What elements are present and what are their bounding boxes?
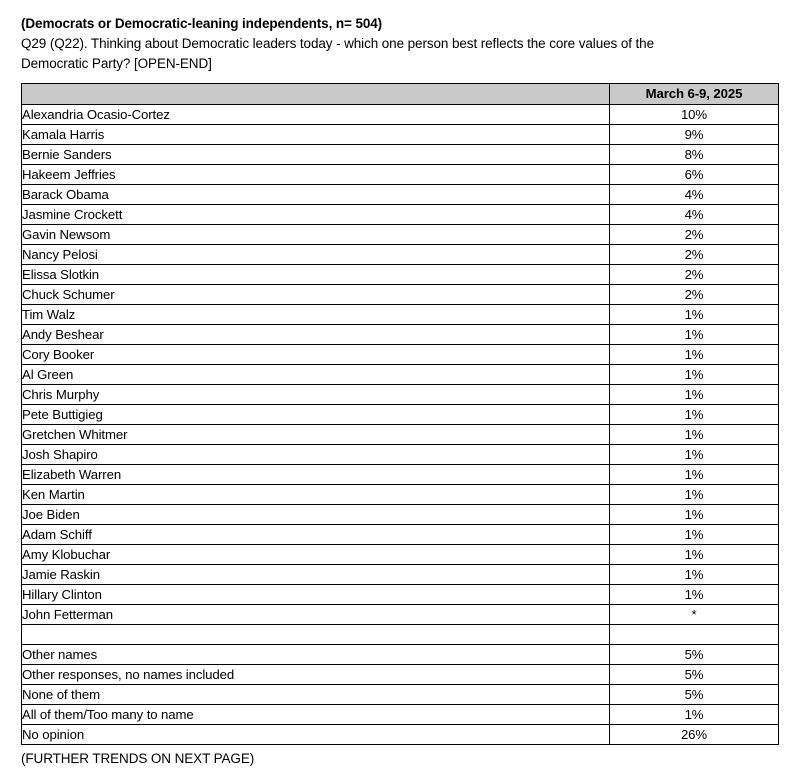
table-row (22, 485, 779, 505)
row-value-cell: 6% (610, 165, 779, 185)
table-row (22, 185, 779, 205)
row-value-cell: 1% (610, 525, 779, 545)
table-spacer-row (22, 625, 779, 645)
row-value-cell: 1% (610, 585, 779, 605)
table-row (22, 145, 779, 165)
table-row (22, 265, 779, 285)
table-row (22, 165, 779, 185)
footer-note: (FURTHER TRENDS ON NEXT PAGE) (21, 751, 255, 766)
table-row (22, 325, 779, 345)
table-row (22, 525, 779, 545)
row-name-cell: Bernie Sanders (22, 145, 610, 165)
row-value-cell: 1% (610, 445, 779, 465)
table-row (22, 585, 779, 605)
table-row (22, 465, 779, 485)
spacer-value-cell (610, 625, 779, 645)
row-name-cell: Chuck Schumer (22, 285, 610, 305)
row-name-cell: Jasmine Crockett (22, 205, 610, 225)
row-value-cell: 1% (610, 305, 779, 325)
table-row (22, 245, 779, 265)
row-name-cell: Gavin Newsom (22, 225, 610, 245)
row-name-cell: All of them/Too many to name (22, 705, 610, 725)
row-value-cell: 5% (610, 665, 779, 685)
row-value-cell: 4% (610, 185, 779, 205)
row-name-cell: Hakeem Jeffries (22, 165, 610, 185)
row-name-cell: Josh Shapiro (22, 445, 610, 465)
row-name-cell: Other names (22, 645, 610, 665)
table-row (22, 505, 779, 525)
table-body (22, 105, 779, 745)
table-row (22, 365, 779, 385)
row-value-cell: 1% (610, 425, 779, 445)
row-value-cell: 1% (610, 545, 779, 565)
row-name-cell: Elizabeth Warren (22, 465, 610, 485)
row-name-cell: John Fetterman (22, 605, 610, 625)
table-row (22, 545, 779, 565)
row-value-cell: 1% (610, 385, 779, 405)
row-name-cell: Chris Murphy (22, 385, 610, 405)
row-value-cell: 26% (610, 725, 779, 745)
row-value-cell: 2% (610, 265, 779, 285)
table-row (22, 405, 779, 425)
row-name-cell: Cory Booker (22, 345, 610, 365)
table-row (22, 725, 779, 745)
row-name-cell: Other responses, no names included (22, 665, 610, 685)
table-row (22, 705, 779, 725)
row-value-cell: 5% (610, 685, 779, 705)
row-value-cell: 5% (610, 645, 779, 665)
table-row (22, 425, 779, 445)
table-row (22, 305, 779, 325)
row-value-cell: 1% (610, 465, 779, 485)
table-row (22, 605, 779, 625)
row-name-cell: Adam Schiff (22, 525, 610, 545)
table-row (22, 225, 779, 245)
table-row (22, 445, 779, 465)
row-value-cell: 1% (610, 405, 779, 425)
row-name-cell: Jamie Raskin (22, 565, 610, 585)
row-name-cell: Ken Martin (22, 485, 610, 505)
row-name-cell: None of them (22, 685, 610, 705)
column-header-label (22, 84, 610, 105)
row-value-cell: * (610, 605, 779, 625)
table-row (22, 105, 779, 125)
row-value-cell: 1% (610, 325, 779, 345)
row-value-cell: 2% (610, 285, 779, 305)
row-value-cell: 1% (610, 365, 779, 385)
table-header (22, 84, 779, 105)
row-value-cell: 1% (610, 345, 779, 365)
table-row (22, 125, 779, 145)
row-value-cell: 8% (610, 145, 779, 165)
row-value-cell: 2% (610, 245, 779, 265)
column-header-period: March 6-9, 2025 (610, 84, 779, 105)
row-name-cell: Joe Biden (22, 505, 610, 525)
table-row (22, 565, 779, 585)
row-name-cell: Gretchen Whitmer (22, 425, 610, 445)
row-name-cell: Tim Walz (22, 305, 610, 325)
row-name-cell: Pete Buttigieg (22, 405, 610, 425)
row-name-cell: Hillary Clinton (22, 585, 610, 605)
table-row (22, 385, 779, 405)
table-row (22, 665, 779, 685)
table-row (22, 645, 779, 665)
row-value-cell: 2% (610, 225, 779, 245)
spacer-name-cell (22, 625, 610, 645)
table-row (22, 285, 779, 305)
table-header-row (22, 84, 779, 105)
row-name-cell: Andy Beshear (22, 325, 610, 345)
row-value-cell: 4% (610, 205, 779, 225)
results-table-container (0, 74, 797, 745)
row-value-cell: 1% (610, 705, 779, 725)
row-value-cell: 1% (610, 565, 779, 585)
row-name-cell: Barack Obama (22, 185, 610, 205)
row-value-cell: 1% (610, 505, 779, 525)
row-name-cell: No opinion (22, 725, 610, 745)
row-name-cell: Elissa Slotkin (22, 265, 610, 285)
row-name-cell: Alexandria Ocasio-Cortez (22, 105, 610, 125)
row-value-cell: 9% (610, 125, 779, 145)
table-row (22, 205, 779, 225)
intro-block (0, 0, 797, 74)
row-name-cell: Al Green (22, 365, 610, 385)
table-row (22, 685, 779, 705)
row-name-cell: Kamala Harris (22, 125, 610, 145)
row-value-cell: 10% (610, 105, 779, 125)
poll-results-table (21, 83, 779, 745)
row-name-cell: Amy Klobuchar (22, 545, 610, 565)
table-row (22, 345, 779, 365)
subgroup-label: (Democrats or Democratic-leaning independents, n= 504) (21, 16, 383, 31)
row-value-cell: 1% (610, 485, 779, 505)
question-text: Q29 (Q22). Thinking about Democratic leaders today - which one person best reflects the core values of the Democratic Party? [OPEN-END] (21, 36, 654, 71)
row-name-cell: Nancy Pelosi (22, 245, 610, 265)
